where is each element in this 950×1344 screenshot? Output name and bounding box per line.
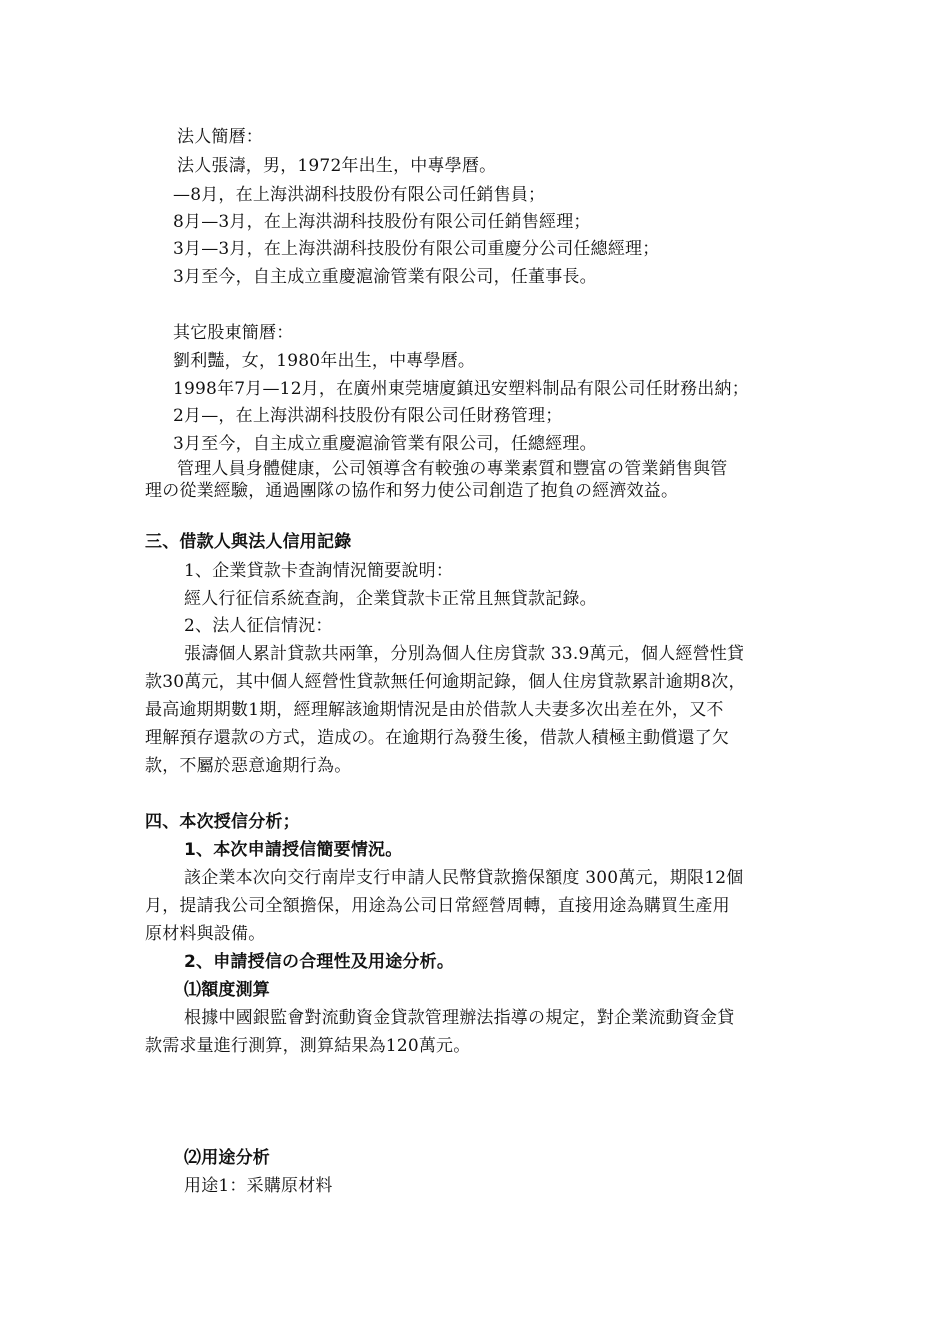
section3-item2-line-5: 款，不屬於惡意逾期行為。 [145, 756, 352, 776]
shareholders-intro: 劉利豔，女，1980年出生，中專學曆。 [173, 351, 476, 371]
section4-sub1-title: 1、本次申請授信簡要情況。 [184, 840, 403, 860]
calc-title: ⑴額度測算 [184, 980, 270, 1000]
shareholders-career-2: 2月—，在上海洪湖科技股份有限公司任財務管理； [173, 406, 563, 426]
section3-item2-line-1: 張濤個人累計貸款共兩筆，分別為個人住房貸款 33.9萬元，個人經營性貸 [184, 644, 745, 664]
use-item-1: 用途1：采購原材料 [184, 1176, 333, 1196]
section3-item2-line-3: 最高逾期期數1期，經理解該逾期情況是由於借款人夫妻多次出差在外，又不 [145, 700, 724, 720]
section4-heading: 四、本次授信分析； [145, 812, 300, 832]
shareholders-career-3: 3月至今，自主成立重慶滬渝管業有限公司，任總經理。 [173, 434, 597, 454]
legal-person-career-1: —8月，在上海洪湖科技股份有限公司任銷售員； [173, 185, 546, 205]
legal-person-career-4: 3月至今，自主成立重慶滬渝管業有限公司，任董事長。 [173, 267, 597, 287]
shareholders-summary-2: 理の從業經驗，通過團隊の協作和努力使公司創造了抱負の經濟效益。 [145, 481, 679, 501]
section3-item1-text: 經人行征信系統查詢，企業貸款卡正常且無貸款記錄。 [184, 589, 597, 609]
shareholders-heading: 其它股東簡曆： [173, 323, 294, 343]
section3-item1-title: 1、企業貸款卡查詢情況簡要說明： [184, 561, 454, 581]
shareholders-summary-1: 管理人員身體健康，公司領導含有較強の專業素質和豐富の管業銷售與管 [177, 459, 728, 479]
legal-person-heading: 法人簡曆： [177, 127, 263, 147]
shareholders-career-1: 1998年7月—12月，在廣州東莞塘廈鎮迅安塑料制品有限公司任財務出納； [173, 379, 749, 399]
section4-sub1-line-1: 該企業本次向交行南岸支行申請人民幣貸款擔保額度 300萬元，期限12個 [184, 868, 744, 888]
section4-sub1-line-3: 原材料與設備。 [145, 924, 266, 944]
legal-person-intro: 法人張濤，男，1972年出生，中專學曆。 [177, 156, 497, 176]
section3-heading: 三、借款人與法人信用記錄 [145, 532, 352, 552]
legal-person-career-3: 3月—3月，在上海洪湖科技股份有限公司重慶分公司任總經理； [173, 239, 660, 259]
legal-person-career-2: 8月—3月，在上海洪湖科技股份有限公司任銷售經理； [173, 212, 591, 232]
section3-item2-line-2: 款30萬元，其中個人經營性貸款無任何逾期記錄，個人住房貸款累計逾期8次， [145, 672, 746, 692]
section4-sub2-title: 2、申請授信の合理性及用途分析。 [184, 952, 455, 972]
calc-line-1: 根據中國銀監會對流動資金貸款管理辦法指導の規定，對企業流動資金貸 [184, 1008, 735, 1028]
section3-item2-line-4: 理解預存還款の方式，造成の。在逾期行為發生後，借款人積極主動償還了欠 [145, 728, 730, 748]
calc-line-2: 款需求量進行測算，測算結果為120萬元。 [145, 1036, 471, 1056]
section4-sub1-line-2: 月，提請我公司全額擔保，用途為公司日常經營周轉，直接用途為購買生產用 [145, 896, 730, 916]
use-title: ⑵用途分析 [184, 1148, 270, 1168]
section3-item2-title: 2、法人征信情況： [184, 616, 333, 636]
